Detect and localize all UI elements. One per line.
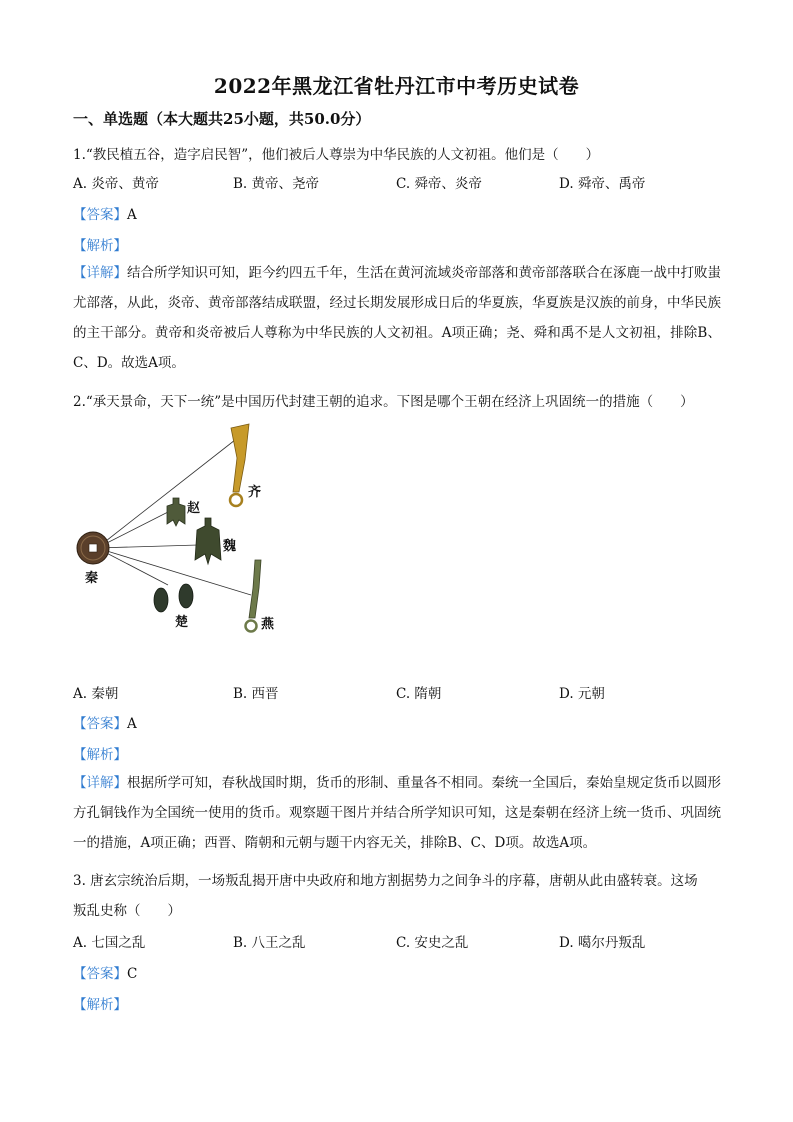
line-to-wei	[97, 545, 198, 548]
q1-option-d: D. 舜帝、禹帝	[559, 176, 646, 192]
q2-option-b: B. 西晋	[233, 686, 279, 702]
label-qin: 秦	[85, 571, 99, 586]
label-yan: 燕	[261, 617, 275, 632]
q2-option-c: C. 隋朝	[396, 686, 442, 702]
q3-option-b: B. 八王之乱	[233, 935, 306, 951]
q2-option-d: D. 元朝	[559, 686, 605, 702]
q1-answer	[73, 203, 137, 223]
zhao-spade-coin-icon	[167, 498, 185, 526]
qi-knife-coin-icon	[230, 424, 249, 506]
q3-option-c: C. 安史之乱	[396, 935, 469, 951]
q3-analysis	[73, 993, 127, 1013]
q2-options	[73, 682, 723, 702]
q2-answer-value: A	[127, 716, 137, 732]
q2-answer	[73, 712, 137, 732]
q2-detail	[73, 768, 721, 858]
chu-ant-nose-coin-icon	[154, 584, 193, 612]
q2-option-a: A. 秦朝	[73, 686, 119, 702]
q1-option-a: A. 炎帝、黄帝	[73, 176, 159, 192]
q2-detail-text: 根据所学可知，春秋战国时期，货币的形制、重量各不相同。秦统一全国后，秦始皇规定货币以圆形方孔铜钱作为全国统一使用的货币。观察题干图片并结合所学知识可知，这是秦朝在经济上统一货币、巩固统一的措施，A项正确；西晋、隋朝和元朝与题干内容无关，排除B、C、D项。故选A项。	[73, 775, 721, 851]
q1-analysis	[73, 234, 127, 254]
coin-unification-figure	[73, 420, 293, 650]
q3-stem-line1: 3. 唐玄宗统治后期，一场叛乱揭开唐中央政府和地方割据势力之间争斗的序幕，唐朝从此由盛转衰。这场	[73, 873, 698, 889]
detail-tag: 【详解】	[73, 775, 127, 791]
q1-option-b: B. 黄帝、尧帝	[233, 176, 320, 192]
q3-options	[73, 931, 723, 951]
q3-answer-value: C	[127, 966, 138, 982]
q2-stem: 2.“承天景命，天下一统”是中国历代封建王朝的追求。下图是哪个王朝在经济上巩固统一的措施（ ）	[73, 394, 694, 410]
line-to-yan	[97, 548, 251, 595]
label-chu: 楚	[175, 615, 189, 630]
label-zhao: 赵	[187, 501, 201, 516]
label-qi: 齐	[248, 485, 262, 500]
detail-tag: 【详解】	[73, 265, 127, 281]
q1-detail-text: 结合所学知识可知，距今约四五千年，生活在黄河流域炎帝部落和黄帝部落联合在涿鹿一战中打败蚩尤部落，从此，炎帝、黄帝部落结成联盟，经过长期发展形成日后的华夏族，华夏族是汉族的前身，中华民族的主干部分。黄帝和炎帝被后人尊称为中华民族的人文初祖。A项正确；尧、舜和禹不是人文初祖，排除B、C、D。故选A项。	[73, 265, 721, 371]
answer-tag: 【答案】	[73, 966, 127, 982]
q2-analysis	[73, 743, 127, 763]
q3-option-d: D. 噶尔丹叛乱	[559, 935, 646, 951]
section-heading: 一、单选题（本大题共25小题，共50.0分）	[73, 110, 371, 128]
q1-stem: 1.“教民植五谷，造字启民智”，他们被后人尊崇为中华民族的人文初祖。他们是（ ）	[73, 147, 600, 163]
page-title: 2022年黑龙江省牡丹江市中考历史试卷	[213, 74, 580, 98]
q1-options	[73, 172, 723, 192]
q1-detail	[73, 258, 721, 378]
q3-option-a: A. 七国之乱	[73, 935, 146, 951]
yan-knife-coin-icon	[246, 560, 262, 632]
q1-option-c: C. 舜帝、炎帝	[396, 176, 482, 192]
coin-diagram	[73, 420, 293, 650]
qin-round-coin-icon	[77, 532, 109, 564]
label-wei: 魏	[223, 539, 237, 554]
q1-answer-value: A	[127, 207, 137, 223]
answer-tag: 【答案】	[73, 716, 127, 732]
q3-answer	[73, 962, 137, 982]
analysis-tag: 【解析】	[73, 747, 127, 763]
analysis-tag: 【解析】	[73, 997, 127, 1013]
q3-stem-line2: 叛乱史称（ ）	[73, 903, 181, 919]
wei-spade-coin-icon	[195, 518, 221, 564]
answer-tag: 【答案】	[73, 207, 127, 223]
analysis-tag: 【解析】	[73, 238, 127, 254]
